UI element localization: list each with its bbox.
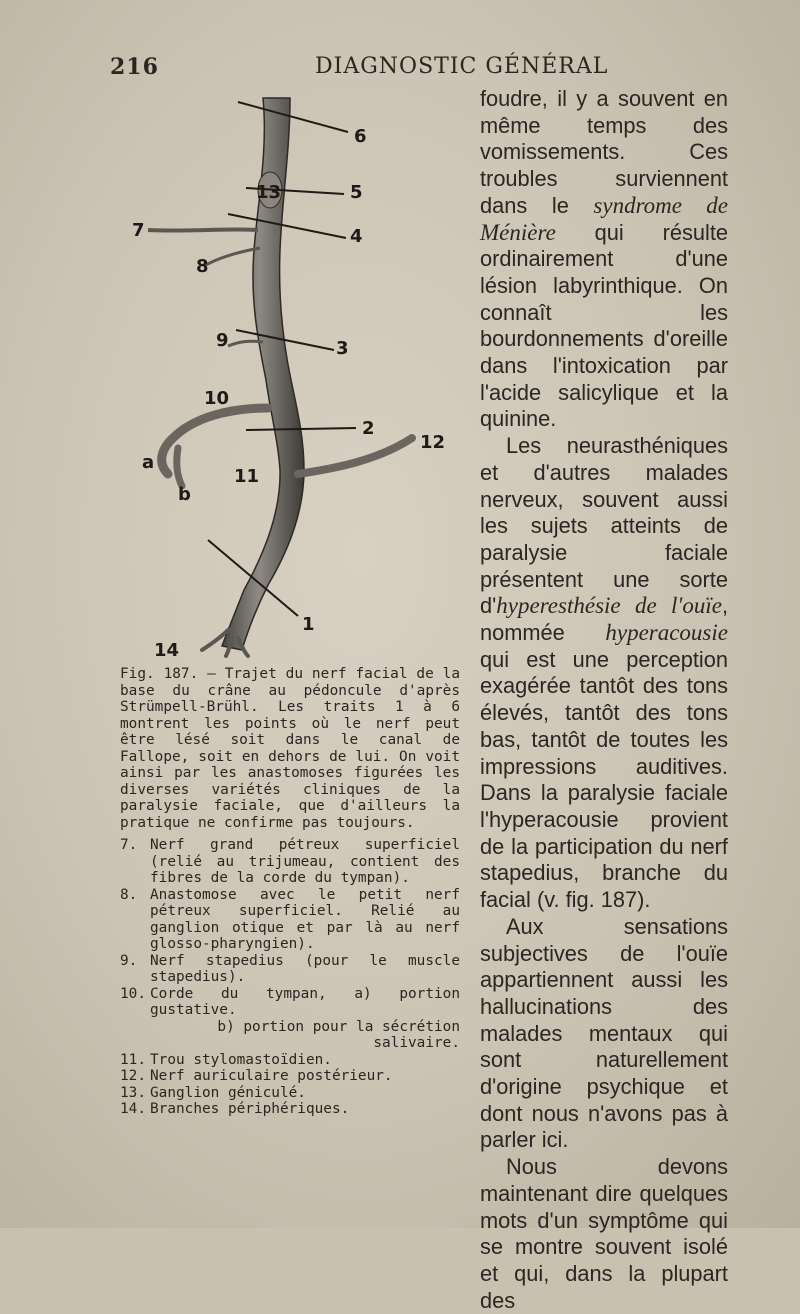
term-hyperacousie: hyperacousie — [605, 620, 728, 646]
label-14: 14 — [154, 640, 180, 660]
running-title: DIAGNOSTIC GÉNÉRAL — [315, 54, 609, 79]
facial-nerve-illustration — [118, 90, 478, 660]
label-b: b — [178, 484, 191, 505]
legend-item: 7. Nerf grand pétreux superficiel (relié au trijumeau, contient des fibres de la corde du tympan). — [120, 837, 460, 886]
label-13: 13 — [256, 182, 282, 203]
branch-stapedius — [228, 341, 263, 346]
running-head — [110, 54, 770, 88]
label-10: 10 — [204, 388, 230, 409]
label-4: 4 — [350, 226, 363, 247]
paragraph-1: foudre, il y a souvent en même temps des vomissements. Ces troubles surviennent dans le syndrome de Ménière qui résulte ordinairement d'une lésion labyrinthique. On connaît les bourdonnements d'oreille dans l'intoxication par l'acide salicylique et la quinine. — [480, 86, 728, 432]
figure-187 — [118, 90, 478, 660]
paragraph-4: Nous devons maintenant dire quelques mots d'un symptôme qui se montre souvent isolé et qui, dans la plupart des — [480, 1154, 728, 1313]
label-5: 5 — [350, 182, 363, 203]
body-column — [480, 86, 728, 1314]
page-number: 216 — [110, 54, 159, 80]
legend-item: 10. Corde du tympan, a) portion gustative. b) portion pour la sécrétion salivaire. — [120, 985, 460, 1051]
figure-legend — [120, 837, 460, 1118]
label-2: 2 — [362, 418, 375, 439]
legend-item: 8. Anastomose avec le petit nerf pétreux superficiel. Relié au ganglion otique et par là au nerf glosso-pharyngien). — [120, 886, 460, 952]
legend-item: 11. Trou stylomastoïdien. — [120, 1051, 332, 1068]
term-meniere: syndrome de Ménière — [480, 192, 728, 245]
label-9: 9 — [216, 330, 229, 351]
label-8: 8 — [196, 256, 209, 277]
legend-subitem: b) portion pour la sécrétion salivaire. — [217, 1018, 460, 1051]
label-11: 11 — [234, 466, 260, 487]
term-hyperesthesie: hyperesthésie de l'ouïe — [496, 593, 722, 619]
figure-caption — [120, 666, 460, 1118]
paragraph-2: Les neurasthéniques et d'autres malades nerveux, souvent aussi les sujets atteints de paralysie faciale présentent une sorte d'hyperesthésie de l'ouïe, nommée hyperacousie qui est une perception exagérée tantôt des tons élevés, tantôt des tons bas, tantôt de toutes les impressions auditives. Dans la paralysie faciale l'hyperacousie provient de la participation du nerf stapedius, branche du facial (v. fig. 187). — [480, 433, 728, 913]
label-a: a — [142, 452, 155, 473]
label-7: 7 — [132, 220, 145, 241]
legend-item: 14. Branches périphériques. — [120, 1101, 350, 1117]
legend-item: 12. Nerf auriculaire postérieur. — [120, 1068, 393, 1084]
caption-text: Fig. 187. — Trajet du nerf facial de la base du crâne au pédoncule d'après Strümpell-Brühl. Les traits 1 à 6 montrent les points où le nerf peut être lésé soit dans le canal de Fallope, soit en dehors de lui. On voit ainsi par les anastomoses figurées les diverses variétés cliniques de la paralysie faciale, que d'ailleurs la pratique ne confirme pas toujours. — [120, 666, 460, 831]
legend-item: 13. Ganglion géniculé. — [120, 1084, 306, 1101]
label-6: 6 — [354, 126, 367, 147]
branch-chorda-b — [177, 448, 182, 486]
branch-greater-petrosal — [148, 229, 258, 230]
legend-item: 9. Nerf stapedius (pour le muscle stapedius). — [120, 952, 460, 985]
branch-posterior-auricular — [298, 438, 412, 474]
paragraph-3: Aux sensations subjectives de l'ouïe appartiennent aussi les hallucinations des malades mentaux qui sont naturellement d'origine psychique et dont nous n'avons pas à parler ici. — [480, 913, 728, 1153]
label-1: 1 — [302, 614, 315, 635]
branch-anastomosis — [204, 248, 260, 266]
label-12: 12 — [420, 432, 446, 453]
label-3: 3 — [336, 338, 349, 359]
